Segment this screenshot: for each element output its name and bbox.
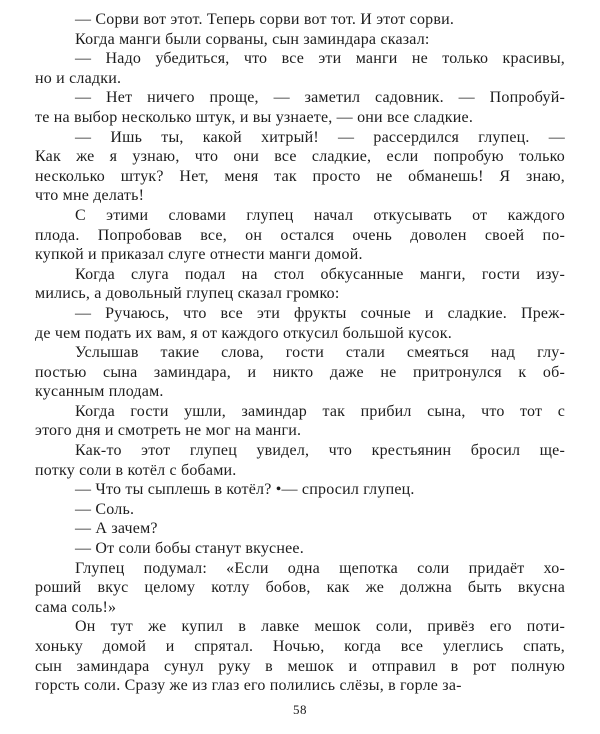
text-line: горсть соли. Сразу же из глаз его полились слёзы, в горле за- xyxy=(35,677,462,695)
text-block xyxy=(35,10,565,696)
text-line: постью сына заминдара, и никто даже не притронулся к об- xyxy=(35,363,565,381)
paragraph xyxy=(35,30,565,50)
paragraph xyxy=(35,519,565,539)
paragraph xyxy=(35,10,565,30)
paragraph xyxy=(35,617,565,695)
text-line: сама соль!» xyxy=(35,598,117,616)
text-line: кусанным плодам. xyxy=(35,383,164,401)
text-line: Когда гости ушли, заминдар так прибил сына, что тот с xyxy=(75,402,565,420)
text-line: Глупец подумал: «Если одна щепотка соли придаёт хо- xyxy=(75,559,565,577)
text-line: мились, а довольный глупец сказал громко: xyxy=(35,285,340,303)
text-line: Услышав такие слова, гости стали смеяться над глу- xyxy=(75,344,565,362)
text-line: те на выбор несколько штук, и вы узнаете, — они все сладкие. xyxy=(35,108,474,126)
text-line: но и сладки. xyxy=(35,69,122,87)
paragraph xyxy=(35,402,565,441)
text-line: — Надо убедиться, что все эти манги не только красивы, xyxy=(75,50,565,68)
text-line: — Ручаюсь, что все эти фрукты сочные и сладкие. Преж- xyxy=(75,304,565,322)
text-line: потку соли в котёл с бобами. xyxy=(35,461,237,479)
page-number: 58 xyxy=(293,702,307,717)
text-line: — Что ты сыплешь в котёл? •— спросил глупец. xyxy=(75,481,415,499)
text-line: Когда манги были сорваны, сын заминдара сказал: xyxy=(75,30,430,48)
text-line: — Сорви вот этот. Теперь сорви вот тот. И этот сорви. xyxy=(75,11,455,28)
text-line: что мне делать! xyxy=(35,187,145,205)
paragraph xyxy=(35,49,565,88)
paragraph xyxy=(35,539,565,559)
text-line: купкой и приказал слуге отнести манги домой. xyxy=(35,246,363,264)
text-line: Он тут же купил в лавке мешок соли, привёз его поти- xyxy=(75,618,565,636)
paragraph xyxy=(35,206,565,265)
text-line: плода. Попробовав все, он остался очень доволен своей по- xyxy=(35,226,565,244)
paragraph xyxy=(35,343,565,402)
text-line: сын заминдара сунул руку в мешок и отправил в рот полную xyxy=(35,657,565,675)
text-line: несколько штук? Нет, меня так просто не обманешь! Я знаю, xyxy=(35,167,565,185)
paragraph xyxy=(35,128,565,206)
text-line: С этими словами глупец начал откусывать от каждого xyxy=(75,206,565,224)
text-line: — Ишь ты, какой хитрый! — рассердился глупец. — xyxy=(75,128,565,146)
paragraph xyxy=(35,480,565,500)
paragraph xyxy=(35,500,565,520)
paragraph xyxy=(35,304,565,343)
text-line: де чем подать их вам, я от каждого откусил большой кусок. xyxy=(35,324,452,342)
text-line: — От соли бобы станут вкуснее. xyxy=(75,540,304,558)
text-line: Когда слуга подал на стол обкусанные манги, гости изу- xyxy=(75,265,565,283)
text-line: — Нет ничего проще, — заметил садовник. — Попробуй- xyxy=(75,89,565,107)
paragraph xyxy=(35,88,565,127)
paragraph xyxy=(35,441,565,480)
paragraph xyxy=(35,559,565,618)
text-line: этого дня и смотреть не мог на манги. xyxy=(35,422,302,440)
text-line: Как же я узнаю, что они все сладкие, если попробую только xyxy=(35,148,565,166)
text-line: роший вкус целому котлу бобов, как же должна быть вкусна xyxy=(35,579,565,597)
text-line: — Соль. xyxy=(75,500,135,518)
text-line: Как-то этот глупец увидел, что крестьянин бросил ще- xyxy=(75,442,565,460)
text-line: — А зачем? xyxy=(75,520,158,538)
text-line: хоньку домой и спрятал. Ночью, когда все улеглись спать, xyxy=(35,638,565,655)
paragraph xyxy=(35,265,565,304)
